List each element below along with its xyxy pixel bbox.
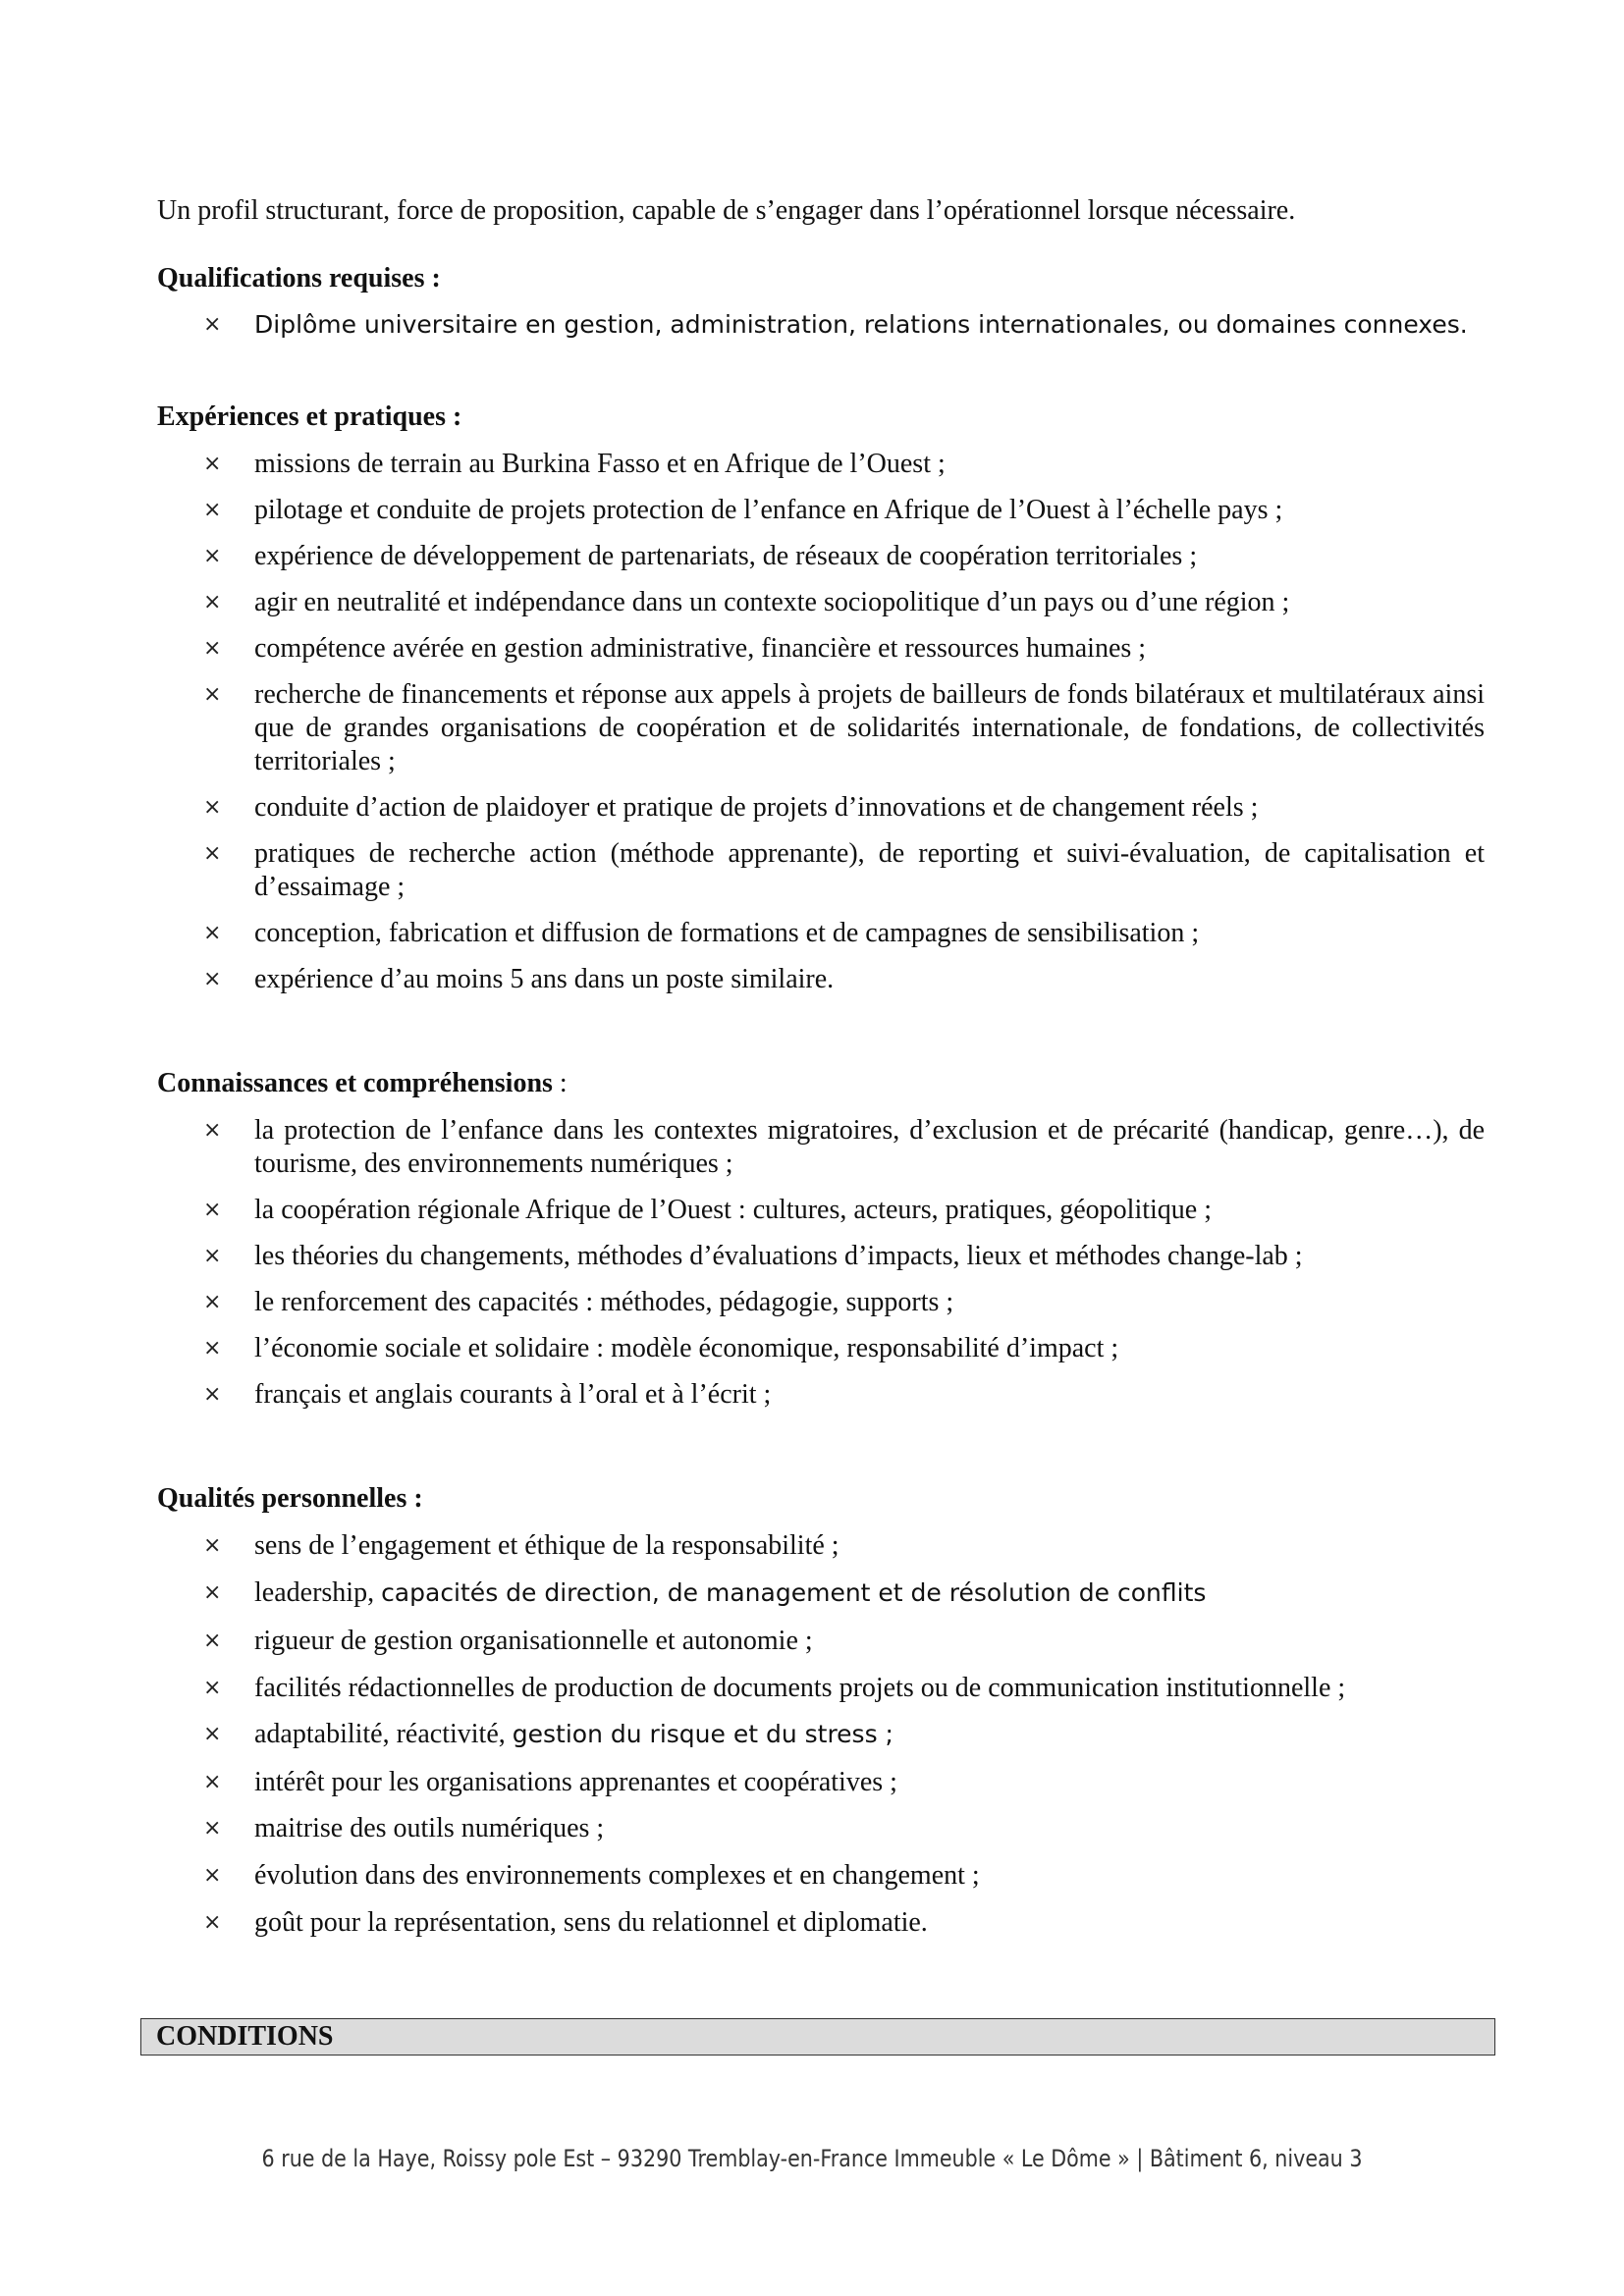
list-item: × expérience d’au moins 5 ans dans un poste similaire. (203, 964, 835, 994)
list-item: × missions de terrain au Burkina Fasso et en Afrique de l’Ouest ; (203, 449, 946, 479)
intro-paragraph: Un profil structurant, force de proposition, capable de s’engager dans l’opérationnel lorsque nécessaire. (157, 195, 1296, 226)
list-item: × pratiques de recherche action (méthode apprenante), de reporting et suivi-évaluation, de capitalisation et d’essaimage ; (203, 838, 1485, 902)
list-item: × maitrise des outils numériques ; (203, 1813, 605, 1843)
list-item: × goût pour la représentation, sens du relationnel et diplomatie. (203, 1907, 928, 1938)
cross-bullet-icon: × (203, 1863, 222, 1888)
cross-bullet-icon: × (203, 1629, 222, 1653)
cross-bullet-icon: × (203, 1816, 222, 1841)
conditions-section-header (140, 2018, 1495, 2056)
list-item: × recherche de financements et réponse aux appels à projets de bailleurs de fonds bilatéraux et multilatéraux ainsi que de grandes organisations de coopération et de solidarités internationale, de fondations, de collectivités territoriales ; (203, 679, 1485, 776)
list-item: × conduite d’action de plaidoyer et pratique de projets d’innovations et de changement réels ; (203, 792, 1259, 823)
conditions-title: CONDITIONS (156, 2021, 334, 2052)
qualifications-heading: Qualifications requises : (157, 263, 441, 294)
cross-bullet-icon: × (203, 1382, 222, 1407)
list-item: × facilités rédactionnelles de production de documents projets ou de communication institutionnelle ; (203, 1673, 1346, 1703)
qualites-heading: Qualités personnelles : (157, 1483, 423, 1514)
cross-bullet-icon: × (203, 1290, 222, 1314)
list-item: × les théories du changements, méthodes d’évaluations d’impacts, lieux et méthodes change-lab ; (203, 1241, 1303, 1271)
list-item: × le renforcement des capacités : méthodes, pédagogie, supports ; (203, 1287, 954, 1317)
cross-bullet-icon: × (203, 1910, 222, 1935)
list-item: × la coopération régionale Afrique de l’Ouest : cultures, acteurs, pratiques, géopolitique ; (203, 1195, 1213, 1225)
list-item: × adaptabilité, réactivité, gestion du risque et du stress ; (203, 1719, 893, 1749)
cross-bullet-icon: × (203, 682, 222, 707)
cross-bullet-icon: × (203, 1770, 222, 1794)
cross-bullet-icon: × (203, 921, 222, 945)
cross-bullet-icon: × (203, 1533, 222, 1558)
cross-bullet-icon: × (203, 841, 222, 866)
list-item: × évolution dans des environnements complexes et en changement ; (203, 1860, 980, 1891)
cross-bullet-icon: × (203, 544, 222, 568)
cross-bullet-icon: × (203, 636, 222, 661)
cross-bullet-icon: × (203, 590, 222, 614)
list-item: × leadership, capacités de direction, de management et de résolution de conflits (203, 1577, 1207, 1608)
cross-bullet-icon: × (203, 498, 222, 522)
cross-bullet-icon: × (203, 1580, 222, 1605)
connaissances-heading: Connaissances et compréhensions : (157, 1068, 568, 1098)
list-item: × compétence avérée en gestion administrative, financière et ressources humaines ; (203, 633, 1147, 664)
cross-bullet-icon: × (203, 1118, 222, 1143)
cross-bullet-icon: × (203, 1722, 222, 1746)
list-item: × pilotage et conduite de projets protection de l’enfance en Afrique de l’Ouest à l’échelle pays ; (203, 495, 1283, 525)
cross-bullet-icon: × (203, 1336, 222, 1361)
list-item: × intérêt pour les organisations apprenantes et coopératives ; (203, 1767, 897, 1797)
list-item: × conception, fabrication et diffusion de formations et de campagnes de sensibilisation ; (203, 918, 1200, 948)
list-item: × rigueur de gestion organisationnelle et autonomie ; (203, 1626, 813, 1656)
list-item: × Diplôme universitaire en gestion, administration, relations internationales, ou domaines connexes. (157, 308, 1485, 342)
list-item: × sens de l’engagement et éthique de la responsabilité ; (203, 1530, 839, 1561)
cross-bullet-icon: × (203, 1198, 222, 1222)
qualifications-list (157, 308, 1485, 342)
cross-bullet-icon: × (203, 795, 222, 820)
cross-bullet-icon: × (203, 1676, 222, 1700)
list-item: × la protection de l’enfance dans les contextes migratoires, d’exclusion et de précarité (handicap, genre…), de tourisme, des environnements numériques ; (203, 1115, 1485, 1179)
list-item: × français et anglais courants à l’oral et à l’écrit ; (203, 1379, 772, 1410)
cross-bullet-icon: × (203, 967, 222, 991)
cross-bullet-icon: × (203, 452, 222, 476)
cross-bullet-icon: × (203, 312, 222, 337)
list-item: × expérience de développement de partenariats, de réseaux de coopération territoriales ; (203, 541, 1198, 571)
list-item: × agir en neutralité et indépendance dans un contexte sociopolitique d’un pays ou d’une région ; (203, 587, 1290, 617)
experiences-heading: Expériences et pratiques : (157, 401, 462, 432)
page-footer-address: 6 rue de la Haye, Roissy pole Est – 93290 Tremblay-en-France Immeuble « Le Dôme » | Bâtiment 6, niveau 3 (261, 2145, 1363, 2172)
list-item: × l’économie sociale et solidaire : modèle économique, responsabilité d’impact ; (203, 1333, 1119, 1363)
cross-bullet-icon: × (203, 1244, 222, 1268)
